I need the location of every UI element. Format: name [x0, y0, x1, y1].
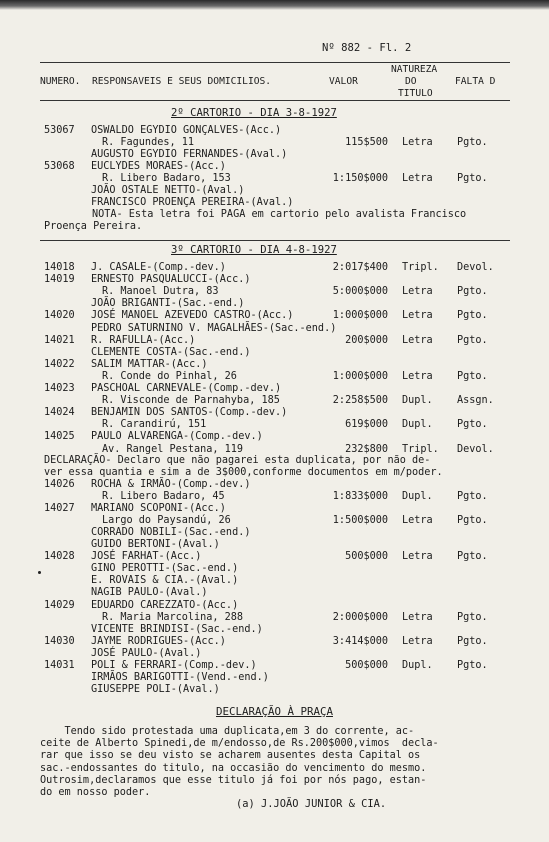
entry-falta: Pgto. [457, 419, 488, 431]
entry-falta: Pgto. [457, 334, 488, 346]
entry-number: 14030 [44, 635, 75, 647]
entry-valor: 1:000$000 [332, 310, 388, 322]
entry-natureza: Letra [402, 370, 433, 382]
entry-valor: 200$000 [345, 334, 388, 346]
entry-responsible: CORRADO NOBILI-(Sac.-end.) [91, 527, 251, 539]
entry-responsible: R. Fagundes, 11 [102, 137, 195, 148]
entry-number: 14025 [44, 431, 75, 443]
entry-responsible: SALIM MATTAR-(Acc.) [91, 358, 208, 370]
declaracao-praca-line: Tendo sido protestada uma duplicata,em 3 do corrente, ac- [40, 726, 415, 737]
entry-valor: 1:500$000 [332, 515, 388, 527]
entry-responsible: VICENTE BRINDISI-(Sac.-end.) [91, 623, 263, 635]
entry-valor: 2:000$000 [332, 611, 388, 623]
declaracao-praca-line: sac.-endossantes do titulo, na occasião do vencimento do mesmo. [40, 762, 427, 774]
entry-responsible: Av. Rangel Pestana, 119 [102, 443, 244, 455]
entry-falta: Pgto. [457, 137, 488, 148]
entry-valor: 1:000$000 [332, 370, 388, 382]
declaracao-praca-line: Outrosim,declaramos que esse titulo já foi por nós pago, estan- [40, 774, 427, 786]
entry-responsible: POLI & FERRARI-(Comp.-dev.) [91, 659, 257, 671]
entry-natureza: Letra [402, 551, 433, 563]
entry-responsible: OSWALDO EGYDIO GONÇALVES-(Acc.) [91, 125, 282, 136]
entry-natureza: Dupl. [402, 395, 433, 407]
col-numero-header: NUMERO. [40, 76, 81, 87]
entry-valor: 5:000$000 [332, 286, 388, 298]
entry-natureza: Letra [402, 334, 433, 346]
entry-valor: 2:258$500 [332, 395, 388, 407]
header-rule-bottom [40, 100, 510, 101]
entry-responsible: R. Maria Marcolina, 288 [102, 611, 244, 623]
entry-number: 14022 [44, 358, 75, 370]
col-natureza-header-1: NATUREZA [391, 64, 438, 75]
entry-responsible: MARIANO SCOPONI-(Acc.) [91, 503, 226, 515]
entry-natureza: Letra [402, 310, 433, 322]
entry-number: 14029 [44, 599, 75, 611]
entry-valor: 2:017$400 [332, 262, 388, 273]
col-natureza-header-3: TITULO [398, 88, 433, 99]
entry-responsible: JOSÉ MANOEL AZEVEDO CASTRO-(Acc.) [91, 310, 294, 322]
entry-number: 53067 [44, 125, 75, 136]
entry-responsible: R. Conde do Pinhal, 26 [102, 370, 237, 382]
col-falta-header: FALTA D [455, 76, 496, 87]
declaracao-praca-line: do em nosso poder. [40, 787, 151, 798]
entry-responsible: JOSÉ FARHAT-(Acc.) [91, 551, 202, 563]
entry-valor: 3:414$000 [332, 635, 388, 647]
entry-number: 14027 [44, 503, 75, 515]
entry-natureza: Letra [402, 173, 433, 184]
entry-natureza: Dupl. [402, 419, 433, 431]
entry-falta: Pgto. [457, 515, 488, 527]
entry-responsible: EUCLYDES MORAES-(Acc.) [91, 161, 226, 172]
entry-natureza: Tripl. [402, 443, 439, 455]
entry-responsible: J. CASALE-(Comp.-dev.) [91, 262, 226, 273]
entry-responsible: FRANCISCO PROENÇA PEREIRA-(Aval.) [91, 197, 294, 208]
entry-responsible: Largo do Paysandú, 26 [102, 515, 231, 527]
entry-responsible: BENJAMIN DOS SANTOS-(Comp.-dev.) [91, 407, 288, 419]
entry-valor: 619$000 [345, 419, 388, 431]
entry-valor: 232$800 [345, 443, 388, 455]
signature: (a) J.JOÃO JUNIOR & CIA. [236, 798, 387, 810]
entry-falta: Pgto. [457, 611, 488, 623]
entry-falta: Pgto. [457, 370, 488, 382]
declaracao-praca-title: DECLARAÇÃO À PRAÇA [215, 705, 333, 718]
entry-responsible: R. Libero Badaro, 45 [102, 491, 225, 503]
col-responsaveis-header: RESPONSAVEIS E SEUS DOMICILIOS. [92, 76, 272, 87]
entry-responsible: EDUARDO CAREZZATO-(Acc.) [91, 599, 239, 611]
entry-natureza: Letra [402, 137, 433, 148]
entry-valor: 115$500 [345, 137, 388, 148]
section-title-3-cartorio: 3º CARTORIO - DIA 4-8-1927 [171, 244, 337, 256]
scan-edge [0, 0, 549, 10]
entry-number: 14031 [44, 659, 75, 671]
entry-responsible: AUGUSTO EGYDIO FERNANDES-(Aval.) [91, 149, 288, 160]
entry-responsible: NAGIB PAULO-(Aval.) [91, 587, 208, 599]
entry-natureza: Letra [402, 635, 433, 647]
entry-responsible: JAYME RODRIGUES-(Acc.) [91, 635, 226, 647]
entry-valor: 1:833$000 [332, 491, 388, 503]
entry-natureza: Letra [402, 286, 433, 298]
entry-number: 14020 [44, 310, 75, 322]
section-title-2-cartorio: 2º CARTORIO - DIA 3-8-1927 [171, 107, 337, 119]
entry-falta: Pgto. [457, 635, 488, 647]
entry-number: 14028 [44, 551, 75, 563]
entry-responsible: PEDRO SATURNINO V. MAGALHÃES-(Sac.-end.) [91, 322, 337, 334]
entry-valor: 500$000 [345, 551, 388, 563]
entry-natureza: Letra [402, 515, 433, 527]
entry-falta: Devol. [457, 262, 494, 273]
entry-responsible: R. Carandirú, 151 [102, 419, 207, 431]
entry-responsible: GINO PEROTTI-(Sac.-end.) [91, 563, 239, 575]
page-reference: Nº 882 - Fl. 2 [322, 42, 412, 54]
entry-responsible: GIUSEPPE POLI-(Aval.) [91, 683, 220, 695]
entry-responsible: R. RAFULLA-(Acc.) [91, 334, 196, 346]
entry-responsible: CLEMENTE COSTA-(Sac.-end.) [91, 346, 251, 358]
entry-natureza: Dupl. [402, 491, 433, 503]
entry-number: 14026 [44, 479, 75, 490]
entry-falta: Pgto. [457, 173, 488, 184]
entry-number: 53068 [44, 161, 75, 172]
entry-responsible: GUIDO BERTONI-(Aval.) [91, 539, 220, 551]
declaracao-line-1: DECLARAÇÃO- Declaro que não pagarei esta duplicata, por não de- [44, 455, 431, 466]
entry-falta: Assgn. [457, 395, 494, 407]
entry-responsible: ROCHA & IRMÃO-(Comp.-dev.) [91, 479, 251, 490]
declaracao-praca-line: rar que isso se deu visto se acharem ausentes desta Capital os [40, 750, 421, 762]
entry-responsible: JOÃO OSTALE NETTO-(Aval.) [91, 185, 245, 196]
entry-responsible: JOÃO BRIGANTI-(Sac.-end.) [91, 298, 245, 310]
entry-number: 14024 [44, 407, 75, 419]
nota-line-1: NOTA- Esta letra foi PAGA em cartorio pelo avalista Francisco [92, 209, 467, 220]
col-valor-header: VALOR [329, 76, 358, 87]
entry-responsible: IRMÃOS BARIGOTTI-(Vend.-end.) [91, 671, 269, 683]
entry-number: 14018 [44, 262, 75, 273]
entry-responsible: R. Libero Badaro, 153 [102, 173, 231, 184]
entry-responsible: R. Manoel Dutra, 83 [102, 286, 219, 298]
entry-responsible: E. ROVAIS & CIA.-(Aval.) [91, 575, 239, 587]
entry-falta: Pgto. [457, 310, 488, 322]
entry-responsible: R. Visconde de Parnahyba, 185 [102, 395, 280, 407]
entry-falta: Pgto. [457, 551, 488, 563]
declaracao-praca-line: ceite de Alberto Spinedi,de m/endosso,de Rs.200$000,vimos decla- [40, 738, 439, 750]
entry-falta: Pgto. [457, 659, 488, 671]
entry-number: 14023 [44, 383, 75, 394]
header-rule-top [40, 62, 510, 63]
entry-valor: 1:150$000 [332, 173, 388, 184]
entry-responsible: PAULO ALVARENGA-(Comp.-dev.) [91, 431, 263, 443]
entry-responsible: PASCHOAL CARNEVALE-(Comp.-dev.) [91, 383, 282, 394]
entry-valor: 500$000 [345, 659, 388, 671]
entry-number: 14019 [44, 274, 75, 286]
nota-line-2: Proença Pereira. [44, 221, 143, 232]
col-natureza-header-2: DO [405, 76, 417, 87]
entry-responsible: ERNESTO PASQUALUCCI-(Acc.) [91, 274, 251, 286]
entry-falta: Devol. [457, 443, 494, 455]
entry-natureza: Dupl. [402, 659, 433, 671]
entry-natureza: Tripl. [402, 262, 439, 273]
entry-falta: Pgto. [457, 491, 488, 503]
ink-mark [38, 571, 41, 574]
entry-falta: Pgto. [457, 286, 488, 298]
entry-number: 14021 [44, 334, 75, 346]
section-divider [40, 240, 510, 241]
entry-natureza: Letra [402, 611, 433, 623]
entry-responsible: JOSÉ PAULO-(Aval.) [91, 647, 202, 659]
declaracao-line-2: ver essa quantia e sim a de 3$000,conforme documentos em m/poder. [44, 467, 443, 478]
